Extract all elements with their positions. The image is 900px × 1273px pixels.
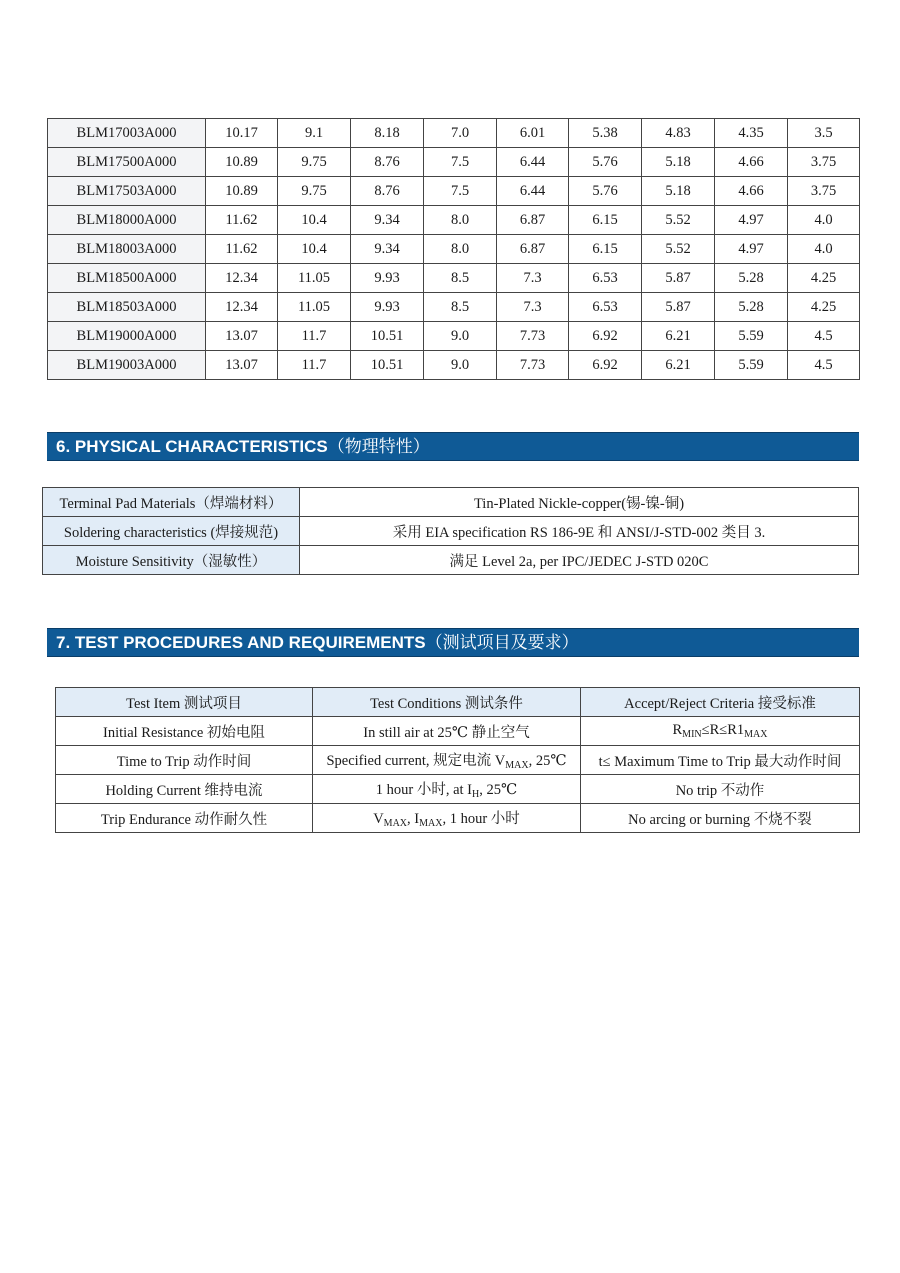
value-cell: 3.75 xyxy=(788,148,860,177)
value-cell: 6.92 xyxy=(569,322,642,351)
value-cell: 6.87 xyxy=(497,206,569,235)
value-cell: 4.83 xyxy=(642,119,715,148)
phys-value: Tin-Plated Nickle-copper(锡-镍-铜) xyxy=(300,488,859,517)
value-cell: 9.75 xyxy=(278,177,351,206)
test-item: Holding Current 维持电流 xyxy=(56,775,313,804)
value-cell: 4.66 xyxy=(715,177,788,206)
condition-text: , 25℃ xyxy=(528,753,567,769)
table-row xyxy=(48,264,860,293)
phys-value: 满足 Level 2a, per IPC/JEDEC J-STD 020C xyxy=(300,546,859,575)
value-cell: 5.18 xyxy=(642,148,715,177)
value-cell: 6.21 xyxy=(642,351,715,380)
value-cell: 8.18 xyxy=(351,119,424,148)
value-cell: 4.0 xyxy=(788,206,860,235)
test-condition xyxy=(313,717,581,746)
criteria-text: R xyxy=(672,722,683,738)
value-cell: 9.0 xyxy=(424,351,497,380)
header-criteria: Accept/Reject Criteria 接受标准 xyxy=(581,688,860,717)
section-6-title: 6. PHYSICAL CHARACTERISTICS xyxy=(56,437,328,456)
value-cell: 5.59 xyxy=(715,351,788,380)
value-cell: 10.89 xyxy=(206,148,278,177)
section-7-header xyxy=(47,628,859,657)
test-criteria xyxy=(581,717,860,746)
value-cell: 9.34 xyxy=(351,235,424,264)
physical-characteristics-table xyxy=(42,487,859,575)
condition-text: , 25℃ xyxy=(479,782,518,798)
model-number-cell: BLM19003A000 xyxy=(48,351,206,380)
value-cell: 10.51 xyxy=(351,322,424,351)
section-6-title-cn: （物理特性） xyxy=(327,437,430,456)
test-condition xyxy=(313,804,581,833)
header-test-conditions: Test Conditions 测试条件 xyxy=(313,688,581,717)
phys-key: Soldering characteristics (焊接规范) xyxy=(43,517,300,546)
condition-text: , I xyxy=(407,811,420,827)
value-cell: 9.1 xyxy=(278,119,351,148)
phys-key: Terminal Pad Materials（焊端材料） xyxy=(43,488,300,517)
value-cell: 12.34 xyxy=(206,264,278,293)
value-cell: 4.97 xyxy=(715,206,788,235)
value-cell: 6.44 xyxy=(497,177,569,206)
value-cell: 9.93 xyxy=(351,293,424,322)
value-cell: 5.18 xyxy=(642,177,715,206)
value-cell: 4.35 xyxy=(715,119,788,148)
condition-subscript: MAX xyxy=(419,818,443,829)
criteria-subscript: MAX xyxy=(744,729,768,740)
value-cell: 8.0 xyxy=(424,235,497,264)
condition-text: , 1 hour 小时 xyxy=(442,811,520,827)
model-number-cell: BLM19000A000 xyxy=(48,322,206,351)
value-cell: 5.28 xyxy=(715,293,788,322)
value-cell: 8.0 xyxy=(424,206,497,235)
test-item: Trip Endurance 动作耐久性 xyxy=(56,804,313,833)
value-cell: 4.5 xyxy=(788,322,860,351)
table-row xyxy=(43,517,859,546)
value-cell: 9.34 xyxy=(351,206,424,235)
condition-subscript: MAX xyxy=(505,760,529,771)
value-cell: 5.52 xyxy=(642,235,715,264)
table-row xyxy=(48,351,860,380)
table-row xyxy=(48,119,860,148)
test-condition xyxy=(313,746,581,775)
value-cell: 3.75 xyxy=(788,177,860,206)
value-cell: 7.73 xyxy=(497,322,569,351)
value-cell: 7.5 xyxy=(424,148,497,177)
value-cell: 6.92 xyxy=(569,351,642,380)
value-cell: 6.87 xyxy=(497,235,569,264)
table-row xyxy=(43,546,859,575)
test-condition xyxy=(313,775,581,804)
value-cell: 11.05 xyxy=(278,264,351,293)
value-cell: 10.4 xyxy=(278,235,351,264)
value-cell: 10.17 xyxy=(206,119,278,148)
value-cell: 11.62 xyxy=(206,206,278,235)
value-cell: 9.0 xyxy=(424,322,497,351)
table-row xyxy=(48,206,860,235)
condition-text: In still air at 25℃ 静止空气 xyxy=(363,724,530,741)
value-cell: 4.5 xyxy=(788,351,860,380)
condition-text: Specified current, 规定电流 V xyxy=(326,753,506,769)
value-cell: 6.15 xyxy=(569,206,642,235)
value-cell: 11.7 xyxy=(278,322,351,351)
value-cell: 8.76 xyxy=(351,148,424,177)
phys-value: 采用 EIA specification RS 186-9E 和 ANSI/J-STD-002 类目 3. xyxy=(300,517,859,546)
value-cell: 3.5 xyxy=(788,119,860,148)
value-cell: 4.25 xyxy=(788,264,860,293)
table-row xyxy=(56,717,860,746)
test-criteria: No arcing or burning 不烧不裂 xyxy=(581,804,860,833)
value-cell: 5.76 xyxy=(569,148,642,177)
table-row xyxy=(48,235,860,264)
value-cell: 10.4 xyxy=(278,206,351,235)
table-row xyxy=(48,148,860,177)
value-cell: 11.05 xyxy=(278,293,351,322)
table-row xyxy=(56,804,860,833)
table-row xyxy=(56,746,860,775)
value-cell: 10.89 xyxy=(206,177,278,206)
condition-subscript: MAX xyxy=(383,818,408,829)
test-procedures-table xyxy=(55,687,860,833)
condition-subscript: H xyxy=(472,789,480,800)
phys-key: Moisture Sensitivity（湿敏性） xyxy=(43,546,300,575)
value-cell: 6.44 xyxy=(497,148,569,177)
value-cell: 6.01 xyxy=(497,119,569,148)
condition-text: 1 hour 小时, at I xyxy=(375,782,473,798)
model-number-cell: BLM17500A000 xyxy=(48,148,206,177)
value-cell: 9.93 xyxy=(351,264,424,293)
value-cell: 5.59 xyxy=(715,322,788,351)
value-cell: 5.52 xyxy=(642,206,715,235)
value-cell: 8.5 xyxy=(424,293,497,322)
value-cell: 5.38 xyxy=(569,119,642,148)
header-test-item: Test Item 测试项目 xyxy=(56,688,313,717)
model-number-cell: BLM17003A000 xyxy=(48,119,206,148)
value-cell: 12.34 xyxy=(206,293,278,322)
model-number-cell: BLM17503A000 xyxy=(48,177,206,206)
value-cell: 8.5 xyxy=(424,264,497,293)
value-cell: 8.76 xyxy=(351,177,424,206)
value-cell: 5.87 xyxy=(642,264,715,293)
value-cell: 6.21 xyxy=(642,322,715,351)
value-cell: 4.25 xyxy=(788,293,860,322)
value-cell: 11.62 xyxy=(206,235,278,264)
value-cell: 11.7 xyxy=(278,351,351,380)
value-cell: 4.97 xyxy=(715,235,788,264)
model-number-cell: BLM18500A000 xyxy=(48,264,206,293)
section-6-header xyxy=(47,432,859,461)
test-item: Time to Trip 动作时间 xyxy=(56,746,313,775)
value-cell: 7.3 xyxy=(497,264,569,293)
value-cell: 5.28 xyxy=(715,264,788,293)
value-cell: 6.15 xyxy=(569,235,642,264)
test-item: Initial Resistance 初始电阻 xyxy=(56,717,313,746)
value-cell: 6.53 xyxy=(569,264,642,293)
spec-table xyxy=(47,118,860,380)
value-cell: 7.73 xyxy=(497,351,569,380)
value-cell: 7.0 xyxy=(424,119,497,148)
value-cell: 4.66 xyxy=(715,148,788,177)
section-7-title: 7. TEST PROCEDURES AND REQUIREMENTS xyxy=(56,633,426,652)
test-criteria: t≤ Maximum Time to Trip 最大动作时间 xyxy=(581,746,860,775)
value-cell: 7.5 xyxy=(424,177,497,206)
value-cell: 5.76 xyxy=(569,177,642,206)
table-row xyxy=(43,488,859,517)
value-cell: 6.53 xyxy=(569,293,642,322)
model-number-cell: BLM18003A000 xyxy=(48,235,206,264)
model-number-cell: BLM18503A000 xyxy=(48,293,206,322)
table-row xyxy=(48,293,860,322)
value-cell: 5.87 xyxy=(642,293,715,322)
value-cell: 13.07 xyxy=(206,351,278,380)
table-row xyxy=(48,322,860,351)
value-cell: 10.51 xyxy=(351,351,424,380)
test-criteria: No trip 不动作 xyxy=(581,775,860,804)
model-number-cell: BLM18000A000 xyxy=(48,206,206,235)
value-cell: 13.07 xyxy=(206,322,278,351)
criteria-text: ≤R≤R1 xyxy=(701,722,745,738)
table-row xyxy=(56,775,860,804)
table-row xyxy=(48,177,860,206)
value-cell: 9.75 xyxy=(278,148,351,177)
table-header-row xyxy=(56,688,860,717)
criteria-subscript: MIN xyxy=(682,729,702,740)
condition-text: V xyxy=(373,811,384,827)
value-cell: 4.0 xyxy=(788,235,860,264)
section-7-title-cn: （测试项目及要求） xyxy=(425,633,579,652)
value-cell: 7.3 xyxy=(497,293,569,322)
